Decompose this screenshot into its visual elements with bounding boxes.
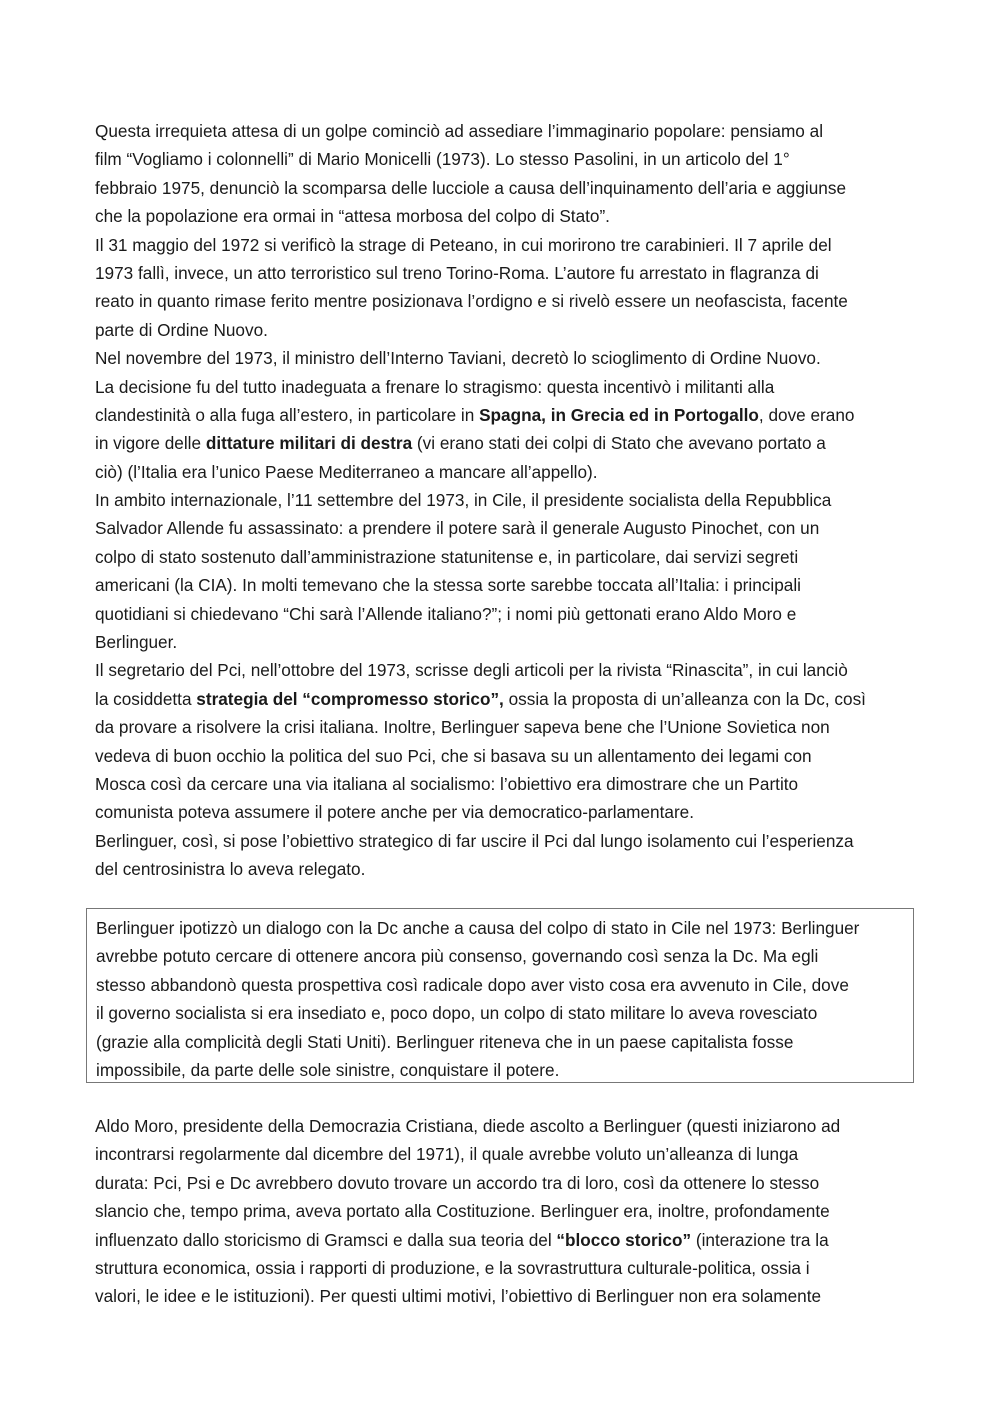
text-line: comunista poteva assumere il potere anche per via democratico-parlamentare. (95, 802, 695, 823)
text-line: febbraio 1975, denunciò la scomparsa delle lucciole a causa dell’inquinamento dell’aria e aggiunse (95, 177, 847, 198)
section-1-text (95, 117, 915, 884)
text-line: colpo di stato sostenuto dall’amministrazione statunitense e, in particolare, dai servizi segreti (95, 546, 799, 567)
text-line: 1973 fallì, invece, un atto terroristico sul treno Torino-Roma. L’autore fu arrestato in flagranza di (95, 262, 819, 283)
text-line: il governo socialista si era insediato e, poco dopo, un colpo di stato militare lo aveva rovesciato (96, 1003, 818, 1024)
text-line: influenzato dallo storicismo di Gramsci e dalla sua teoria del “blocco storico” (interazione tra la (95, 1229, 829, 1250)
text-line: quotidiani si chiedevano “Chi sarà l’Allende italiano?”; i nomi più gettonati erano Aldo Moro e (95, 603, 797, 624)
text-line: film “Vogliamo i colonnelli” di Mario Monicelli (1973). Lo stesso Pasolini, in un articolo del 1° (95, 149, 790, 170)
text-line: Aldo Moro, presidente della Democrazia Cristiana, diede ascolto a Berlinguer (questi iniziarono ad (95, 1116, 841, 1136)
text-line: Berlinguer. (95, 632, 178, 653)
text-line: che la popolazione era ormai in “attesa morbosa del colpo di Stato”. (95, 206, 610, 227)
text-line: stesso abbandonò questa prospettiva così radicale dopo aver visto cosa era avvenuto in Cile, dove (96, 974, 849, 995)
text-line: durata: Pci, Psi e Dc avrebbero dovuto trovare un accordo tra di loro, così da ottenere lo stesso (95, 1172, 820, 1193)
bold-phrase: dittature militari di destra (205, 433, 413, 454)
text-line: da provare a risolvere la crisi italiana. Inoltre, Berlinguer sapeva bene che l’Unione Sovietica non (95, 717, 830, 738)
text-line: In ambito internazionale, l’11 settembre del 1973, in Cile, il presidente socialista della Repubblica (95, 490, 832, 511)
text-line: La decisione fu del tutto inadeguata a frenare lo stragismo: questa incentivò i militanti alla (95, 376, 775, 397)
text-line: Questa irrequieta attesa di un golpe cominciò ad assediare l’immaginario popolare: pensiamo al (95, 121, 824, 141)
text-line: ciò) (l’Italia era l’unico Paese Mediterraneo a mancare all’appello). (95, 461, 598, 482)
text-line: Il 31 maggio del 1972 si verificò la strage di Peteano, in cui morirono tre carabinieri. Il 7 aprile del (95, 234, 832, 255)
text-line: americani (la CIA). In molti temevano che la stessa sorte sarebbe toccata all’Italia: i principali (95, 575, 801, 596)
text-line: Berlinguer ipotizzò un dialogo con la Dc anche a causa del colpo di stato in Cile nel 1973: Berlinguer (96, 918, 860, 938)
boxed-note (86, 908, 914, 1083)
boxed-note-text (96, 914, 859, 1084)
text-line: del centrosinistra lo aveva relegato. (95, 859, 366, 880)
section-2-text (95, 1112, 915, 1311)
text-line: clandestinità o alla fuga all’estero, in particolare in Spagna, in Grecia ed in Portogallo, dove erano (95, 404, 855, 425)
text-line: parte di Ordine Nuovo. (95, 319, 268, 340)
text-line: Salvador Allende fu assassinato: a prendere il potere sarà il generale Augusto Pinochet, con un (95, 518, 820, 539)
text-line: la cosiddetta strategia del “compromesso storico”, ossia la proposta di un’alleanza con la Dc, così (95, 688, 866, 709)
text-line: impossibile, da parte delle sole sinistre, conquistare il potere. (96, 1059, 560, 1080)
text-line: Mosca così da cercare una via italiana al socialismo: l’obiettivo era dimostrare che un Partito (95, 773, 799, 794)
text-line: avrebbe potuto cercare di ottenere ancora più consenso, governando così senza la Dc. Ma egli (96, 946, 819, 967)
text-line: in vigore delle dittature militari di destra (vi erano stati dei colpi di Stato che avevano portato a (95, 433, 826, 454)
text-line: vedeva di buon occhio la politica del suo Pci, che si basava su un allentamento dei legami con (95, 745, 812, 766)
text-line: reato in quanto rimase ferito mentre posizionava l’ordigno e si rivelò essere un neofascista, facente (95, 291, 848, 312)
bold-phrase: Spagna, in Grecia ed in Portogallo (479, 404, 759, 425)
text-line: struttura economica, ossia i rapporti di produzione, e la sovrastruttura culturale-politica, ossia i (95, 1257, 810, 1278)
text-line: Berlinguer, così, si pose l’obiettivo strategico di far uscire il Pci dal lungo isolamento cui l’esperienza (95, 830, 854, 851)
text-line: slancio che, tempo prima, aveva portato alla Costituzione. Berlinguer era, inoltre, profondamente (95, 1201, 830, 1222)
text-line: Il segretario del Pci, nell’ottobre del 1973, scrisse degli articoli per la rivista “Rinascita”, in cui lanciò (95, 660, 848, 681)
text-line: valori, le idee e le istituzioni). Per questi ultimi motivi, l’obiettivo di Berlinguer non era solamente (95, 1286, 822, 1307)
bold-phrase: “blocco storico” (556, 1229, 692, 1250)
bold-phrase: strategia del “compromesso storico”, (196, 688, 504, 709)
text-line: (grazie alla complicità degli Stati Uniti). Berlinguer riteneva che in un paese capitalista fosse (96, 1031, 794, 1052)
text-line: Nel novembre del 1973, il ministro dell’Interno Taviani, decretò lo scioglimento di Ordine Nuovo. (95, 348, 821, 369)
text-line: incontrarsi regolarmente dal dicembre del 1971), il quale avrebbe voluto un’alleanza di lunga (95, 1144, 799, 1165)
